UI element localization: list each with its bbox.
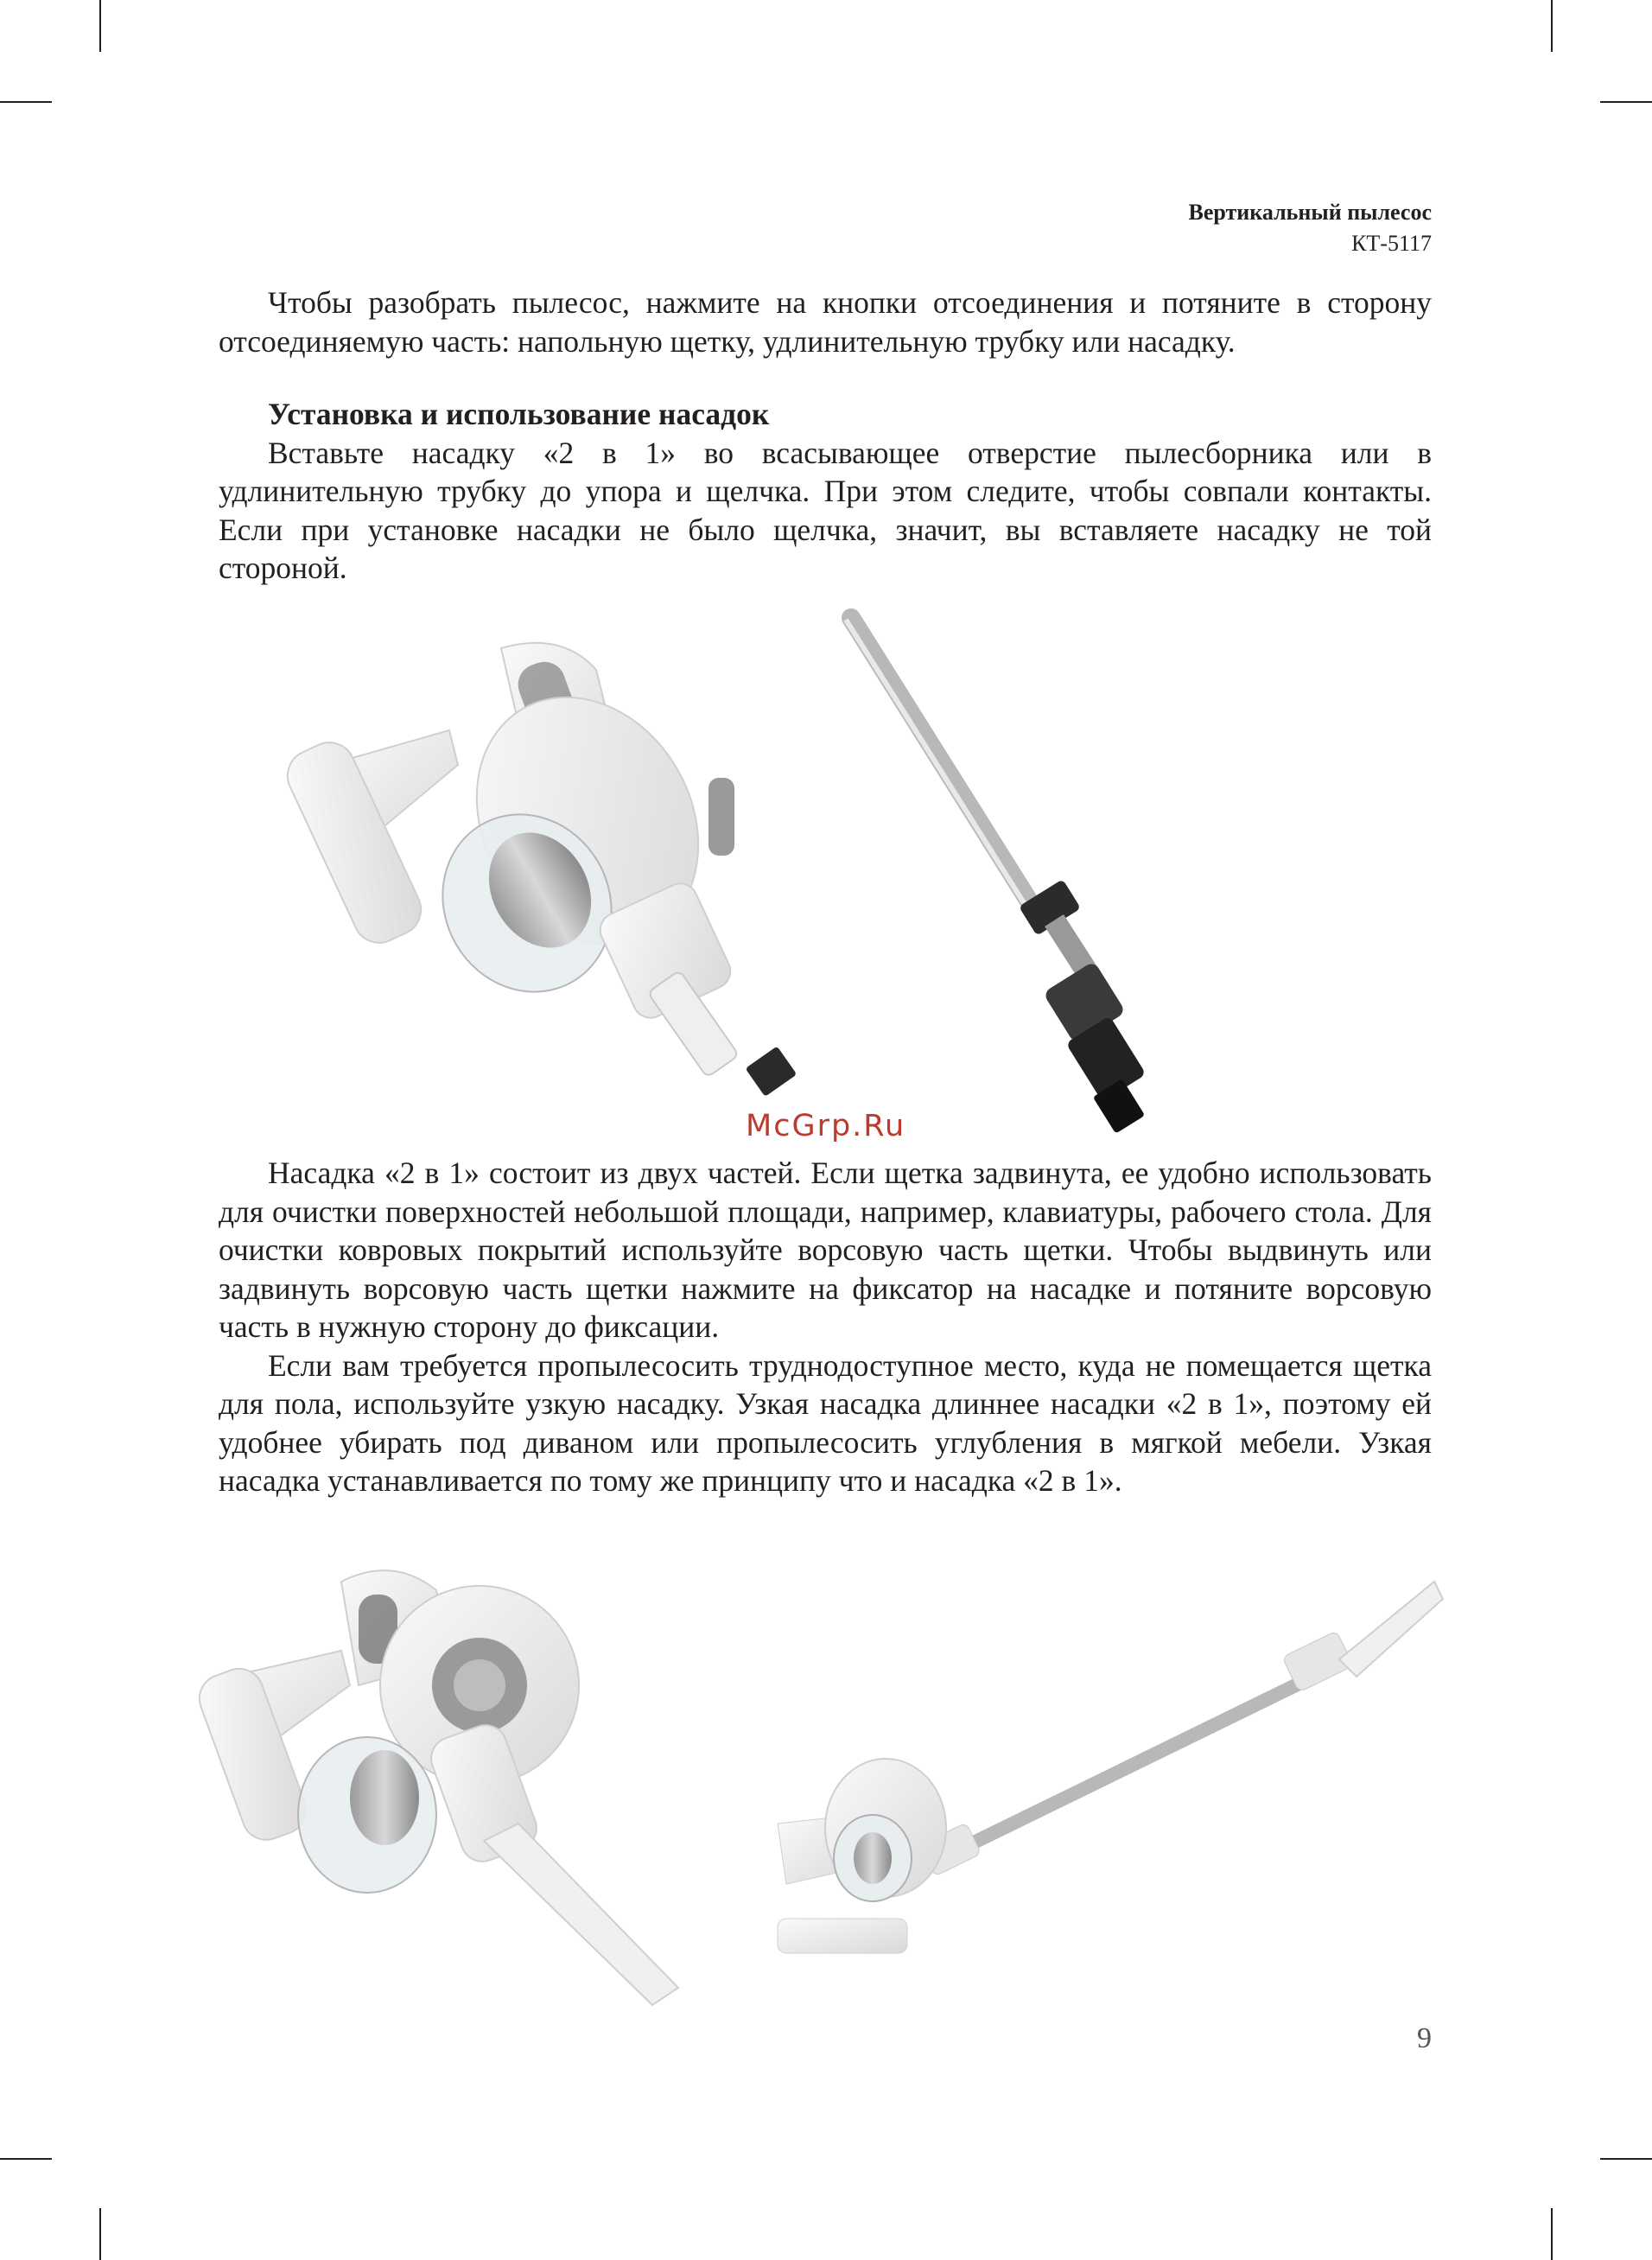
section-paragraph: Вставьте насадку «2 в 1» во всасывающее отверстие пылесборника или в удлинительную трубку до упора и щелчка. При этом следите, чтобы совпали контакты. Если при установке насадки не было щелчка, значит, вы вставляете насадку не той стороной. <box>219 435 1432 585</box>
extension-tube-illustration <box>834 609 1179 1145</box>
watermark: McGrp.Ru <box>746 1109 906 1143</box>
crop-mark <box>0 2158 52 2160</box>
handheld-crevice-illustration <box>220 1556 704 2014</box>
crop-mark <box>1551 0 1553 52</box>
running-header <box>1189 197 1432 259</box>
nozzle-paragraph: Насадка «2 в 1» состоит из двух частей. Если щетка задвинута, ее удобно использовать для очистки поверхностей небольшой площади, например, клавиатуры, рабочего стола. Для очистки ковровых покрытий используйте ворсовую часть щетки. Чтобы выдвинуть или задвинуть ворсовую часть щетки нажмите на фиксатор на насадке и потяните ворсовую часть в нужную сторону до фиксации. <box>219 1155 1432 1344</box>
crop-mark <box>99 2208 101 2260</box>
crevice-paragraph: Если вам требуется пропылесосить труднодоступное место, куда не помещается щетка для пола, используйте узкую насадку. Узкая насадка длиннее насадки «2 в 1», поэтому ей удобнее убирать под диваном или пропылесосить углубления в мягкой мебели. Узкая насадка устанавливается по тому же принципу что и насадка «2 в 1». <box>219 1347 1432 1498</box>
text-block-bottom <box>219 1154 1432 1500</box>
text-block-top <box>219 283 1432 588</box>
crop-mark <box>1600 2158 1652 2160</box>
stick-vacuum-illustration <box>752 1573 1443 1988</box>
intro-paragraph: Чтобы разобрать пылесос, нажмите на кнопки отсоединения и потяните в сторону отсоединяемую часть: напольную щетку, удлинительную трубку или насадку. <box>219 285 1432 359</box>
handheld-vacuum-illustration <box>302 635 821 1119</box>
crop-mark <box>1551 2208 1553 2260</box>
crop-mark <box>1600 101 1652 103</box>
header-title: Вертикальный пылесос <box>1188 200 1432 225</box>
page-number: 9 <box>1417 2022 1432 2054</box>
crop-mark <box>99 0 101 52</box>
header-model: КТ-5117 <box>1351 231 1432 256</box>
crop-mark <box>0 101 52 103</box>
section-heading: Установка и использование насадок <box>268 397 770 431</box>
